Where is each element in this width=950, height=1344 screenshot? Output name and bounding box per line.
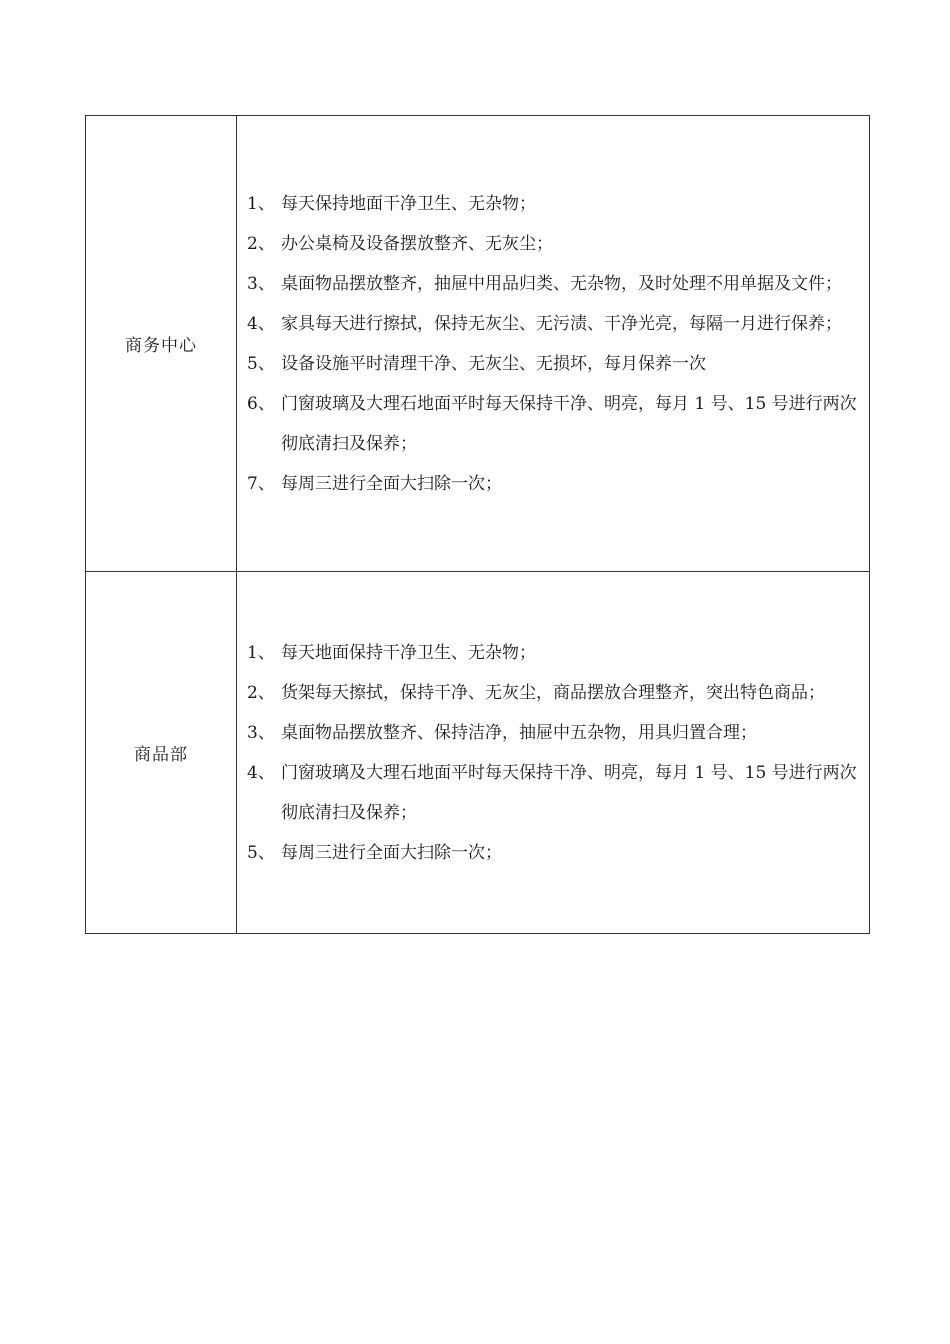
department-cell: 商务中心 [86, 116, 237, 572]
list-item [247, 184, 861, 224]
list-item [247, 673, 861, 713]
item-number: 1、 [247, 193, 275, 214]
standards-list [237, 184, 869, 504]
item-text: 办公桌椅及设备摆放整齐、无灰尘； [281, 233, 553, 254]
item-number: 2、 [247, 233, 275, 254]
item-number: 5、 [247, 842, 275, 863]
list-item [247, 344, 861, 384]
item-number: 3、 [247, 273, 275, 294]
item-text: 每天保持地面干净卫生、无杂物； [281, 193, 536, 214]
item-number: 7、 [247, 473, 275, 494]
list-item [247, 464, 861, 504]
standards-list [237, 633, 869, 873]
item-number: 2、 [247, 682, 275, 703]
list-item [247, 633, 861, 673]
list-item [247, 753, 861, 833]
item-number: 4、 [247, 313, 275, 334]
list-item [247, 304, 861, 344]
list-item [247, 264, 861, 304]
item-text: 每周三进行全面大扫除一次； [281, 842, 502, 863]
item-text: 每天地面保持干净卫生、无杂物； [281, 642, 536, 663]
department-cell: 商品部 [86, 572, 237, 934]
list-item [247, 224, 861, 264]
list-item [247, 384, 861, 464]
standards-cell [237, 572, 870, 934]
item-text: 门窗玻璃及大理石地面平时每天保持干净、明亮，每月 1 号、15 号进行两次彻底清扫及保养； [281, 762, 857, 823]
item-number: 3、 [247, 722, 275, 743]
item-number: 1、 [247, 642, 275, 663]
standards-cell [237, 116, 870, 572]
item-text: 货架每天擦拭，保持干净、无灰尘，商品摆放合理整齐，突出特色商品； [281, 682, 825, 703]
item-number: 6、 [247, 393, 275, 414]
item-text: 每周三进行全面大扫除一次； [281, 473, 502, 494]
cleaning-standards-table [85, 115, 870, 934]
item-text: 设备设施平时清理干净、无灰尘、无损坏，每月保养一次 [281, 353, 706, 374]
list-item [247, 833, 861, 873]
table-row [86, 572, 870, 934]
list-item [247, 713, 861, 753]
table-row [86, 116, 870, 572]
item-text: 门窗玻璃及大理石地面平时每天保持干净、明亮，每月 1 号、15 号进行两次彻底清扫及保养； [281, 393, 857, 454]
item-number: 5、 [247, 353, 275, 374]
item-text: 桌面物品摆放整齐，抽屉中用品归类、无杂物，及时处理不用单据及文件； [281, 273, 842, 294]
item-text: 家具每天进行擦拭，保持无灰尘、无污渍、干净光亮，每隔一月进行保养； [281, 313, 842, 334]
item-text: 桌面物品摆放整齐、保持洁净，抽屉中五杂物，用具归置合理； [281, 722, 757, 743]
item-number: 4、 [247, 762, 275, 783]
